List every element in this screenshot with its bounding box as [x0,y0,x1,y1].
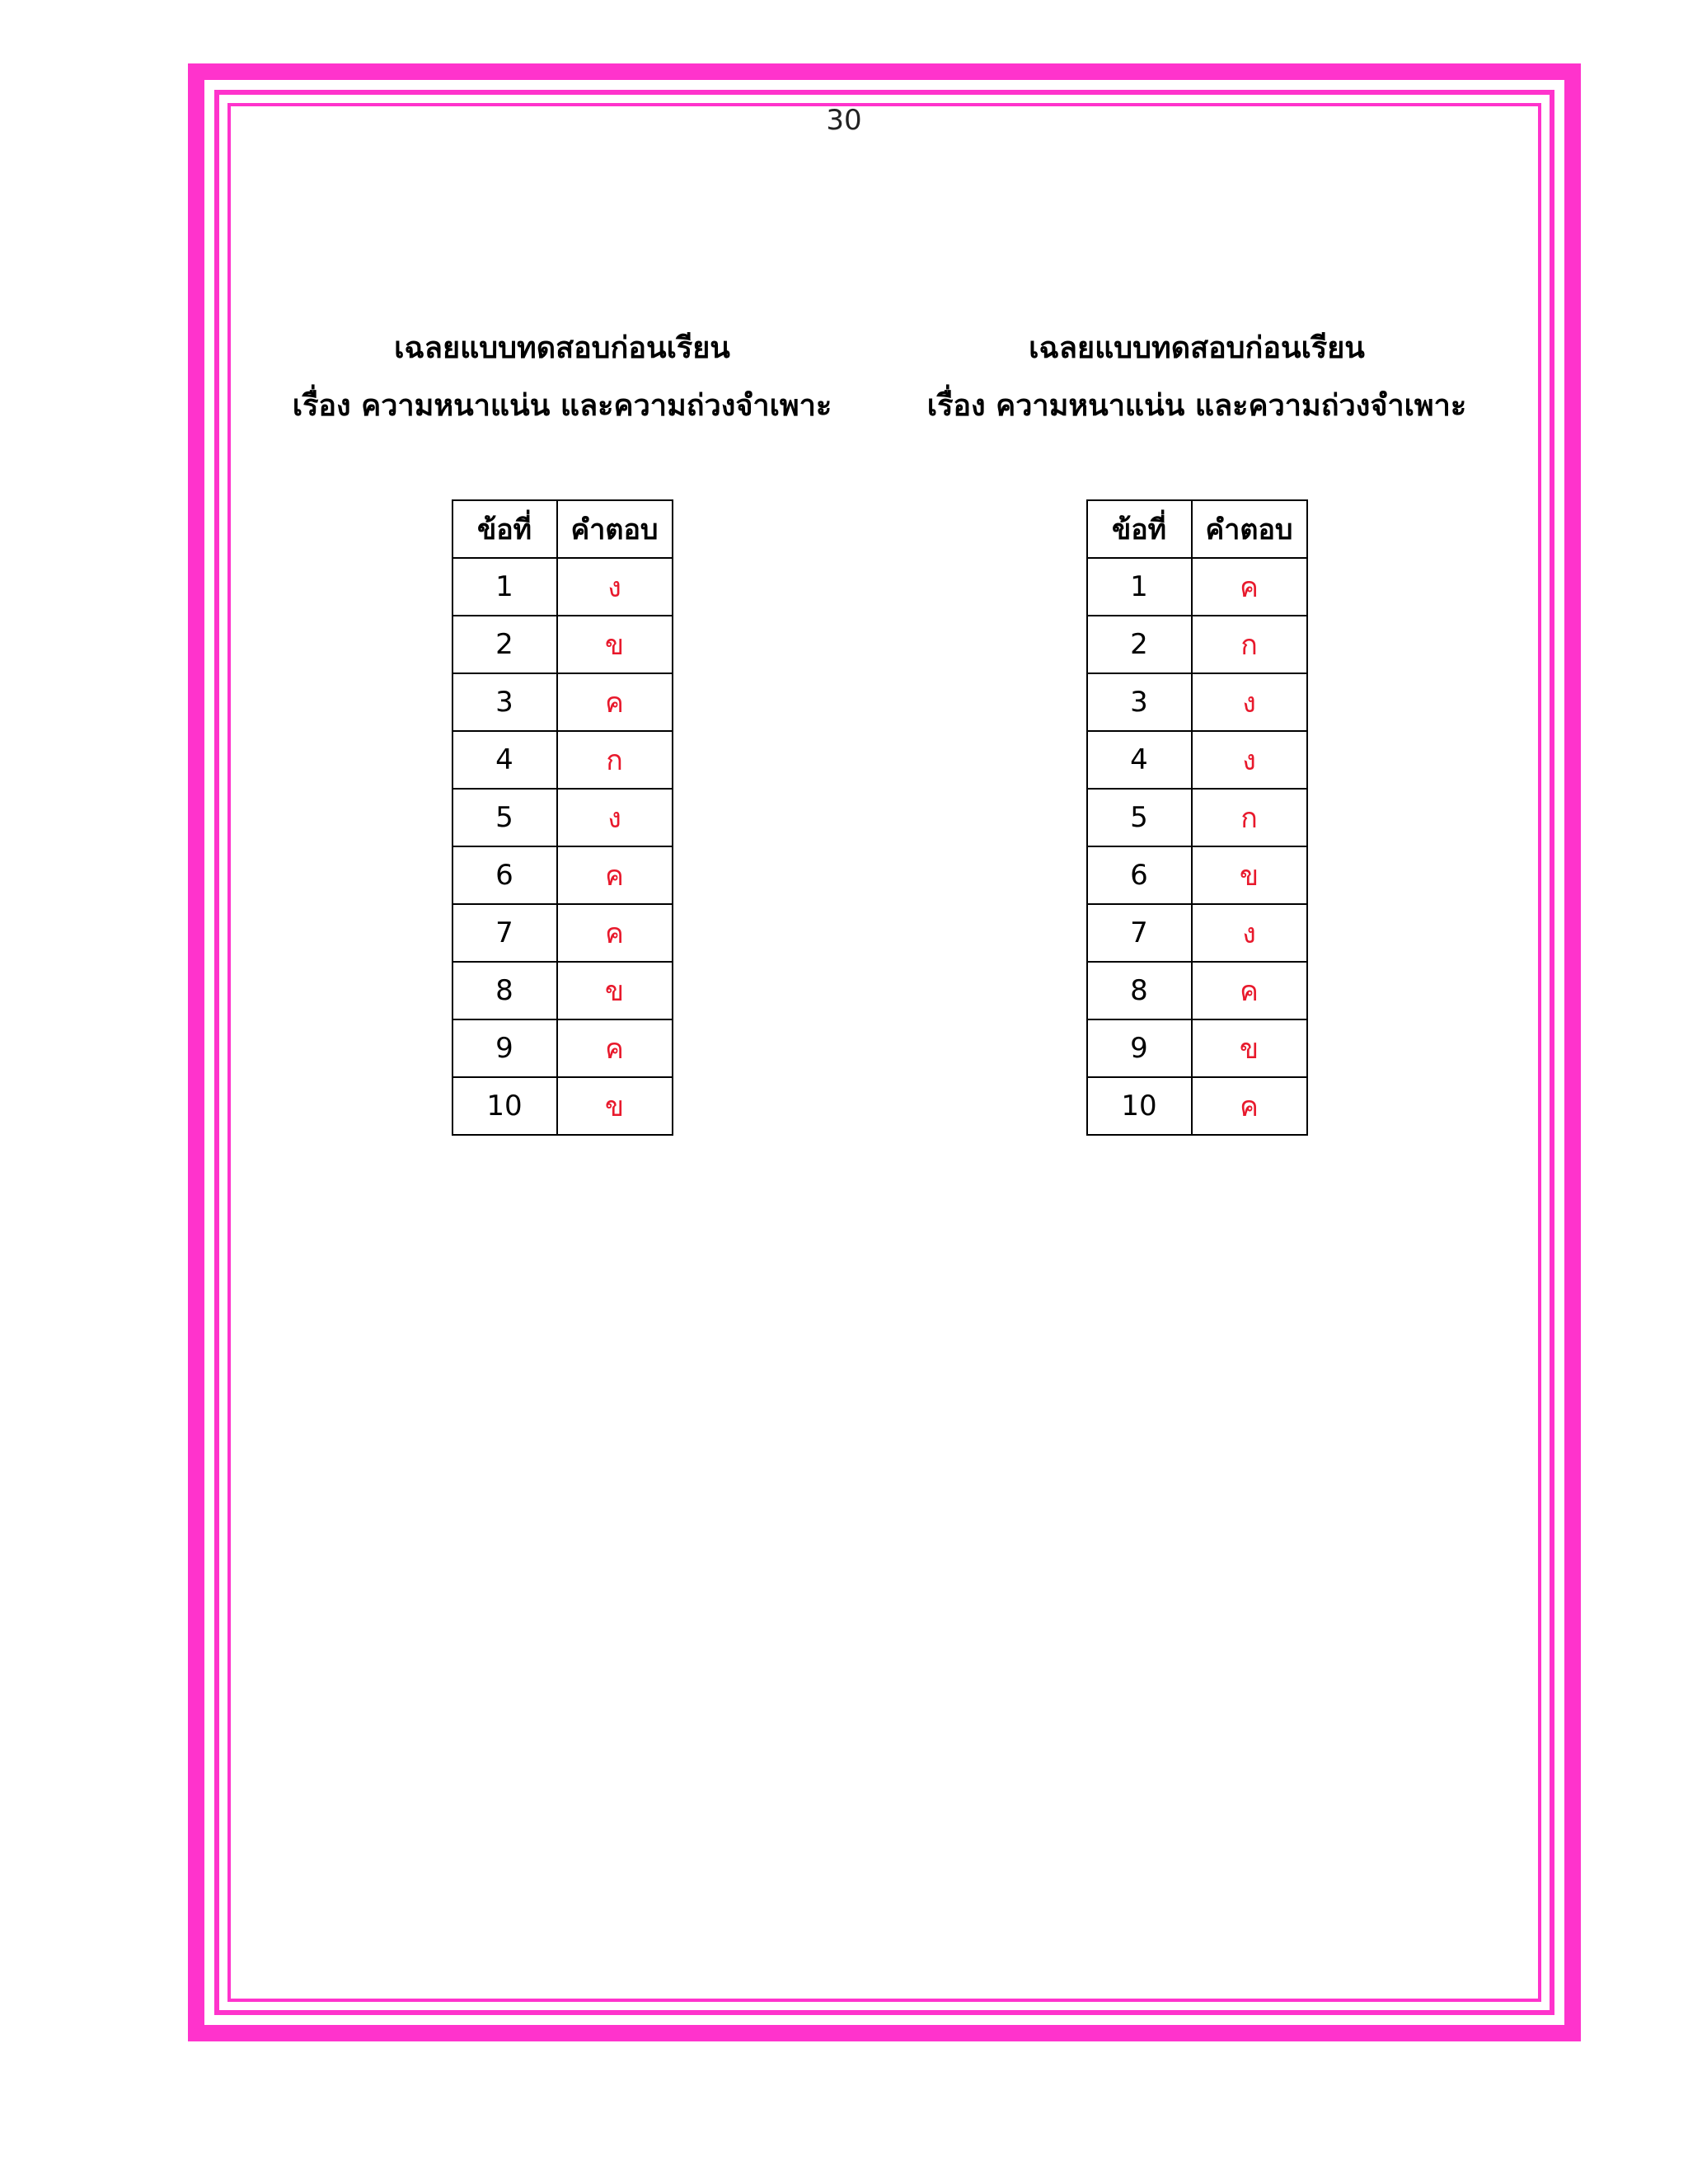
answer-choice: ง [557,789,673,846]
table-row [452,962,673,1019]
table-row [452,1077,673,1135]
table-row [1087,616,1307,673]
answer-key-title: เฉลยแบบทดสอบก่อนเรียน [1029,331,1365,365]
question-number: 2 [1087,616,1192,673]
answer-choice: ง [1192,673,1307,731]
table-row [452,616,673,673]
table-row [452,731,673,789]
table-row [452,789,673,846]
table-row [1087,789,1307,846]
table-row [1087,558,1307,616]
question-number: 4 [1087,731,1192,789]
question-number: 10 [452,1077,557,1135]
answer-choice: ก [1192,789,1307,846]
answer-choice: ค [1192,962,1307,1019]
answer-choice: ข [1192,846,1307,904]
answer-key-title: เฉลยแบบทดสอบก่อนเรียน [394,331,730,365]
answer-choice: ค [557,904,673,962]
question-number: 9 [1087,1019,1192,1077]
answer-choice: ก [1192,616,1307,673]
header-no: ข้อที่ [452,500,557,558]
question-number: 9 [452,1019,557,1077]
answer-choice: ค [557,673,673,731]
answer-choice: ค [1192,558,1307,616]
page-number: 30 [826,104,862,137]
table-row [1087,904,1307,962]
answer-choice: ค [1192,1077,1307,1135]
table-row [1087,1019,1307,1077]
answer-choice: ง [557,558,673,616]
table-row [452,558,673,616]
answer-choice: ง [1192,731,1307,789]
answer-table-right [1086,499,1308,1136]
answer-choice: ข [557,1077,673,1135]
table-row [1087,1077,1307,1135]
answer-choice: ข [557,962,673,1019]
table-row [452,673,673,731]
question-number: 3 [452,673,557,731]
question-number: 7 [1087,904,1192,962]
table-row [452,904,673,962]
answer-choice: ค [557,846,673,904]
question-number: 2 [452,616,557,673]
question-number: 10 [1087,1077,1192,1135]
question-number: 1 [1087,558,1192,616]
answer-key-subtitle: เรื่อง ความหนาแน่น และความถ่วงจำเพาะ [926,389,1467,423]
question-number: 3 [1087,673,1192,731]
table-row [452,846,673,904]
question-number: 4 [452,731,557,789]
table-row [1087,846,1307,904]
table-header-row [1087,500,1307,558]
answer-table-left [452,499,673,1136]
question-number: 7 [452,904,557,962]
table-header-row [452,500,673,558]
answer-key-subtitle: เรื่อง ความหนาแน่น และความถ่วงจำเพาะ [292,389,832,423]
answer-choice: ค [557,1019,673,1077]
table-row [452,1019,673,1077]
question-number: 5 [1087,789,1192,846]
question-number: 8 [452,962,557,1019]
question-number: 1 [452,558,557,616]
answer-choice: ก [557,731,673,789]
question-number: 8 [1087,962,1192,1019]
answer-choice: ง [1192,904,1307,962]
answer-key-left [249,320,875,1136]
header-answer: คำตอบ [557,500,673,558]
answer-choice: ข [557,616,673,673]
question-number: 6 [1087,846,1192,904]
table-row [1087,673,1307,731]
question-number: 6 [452,846,557,904]
question-number: 5 [452,789,557,846]
table-row [1087,962,1307,1019]
answer-choice: ข [1192,1019,1307,1077]
answer-key-right [884,320,1510,1136]
header-no: ข้อที่ [1087,500,1192,558]
table-row [1087,731,1307,789]
header-answer: คำตอบ [1192,500,1307,558]
